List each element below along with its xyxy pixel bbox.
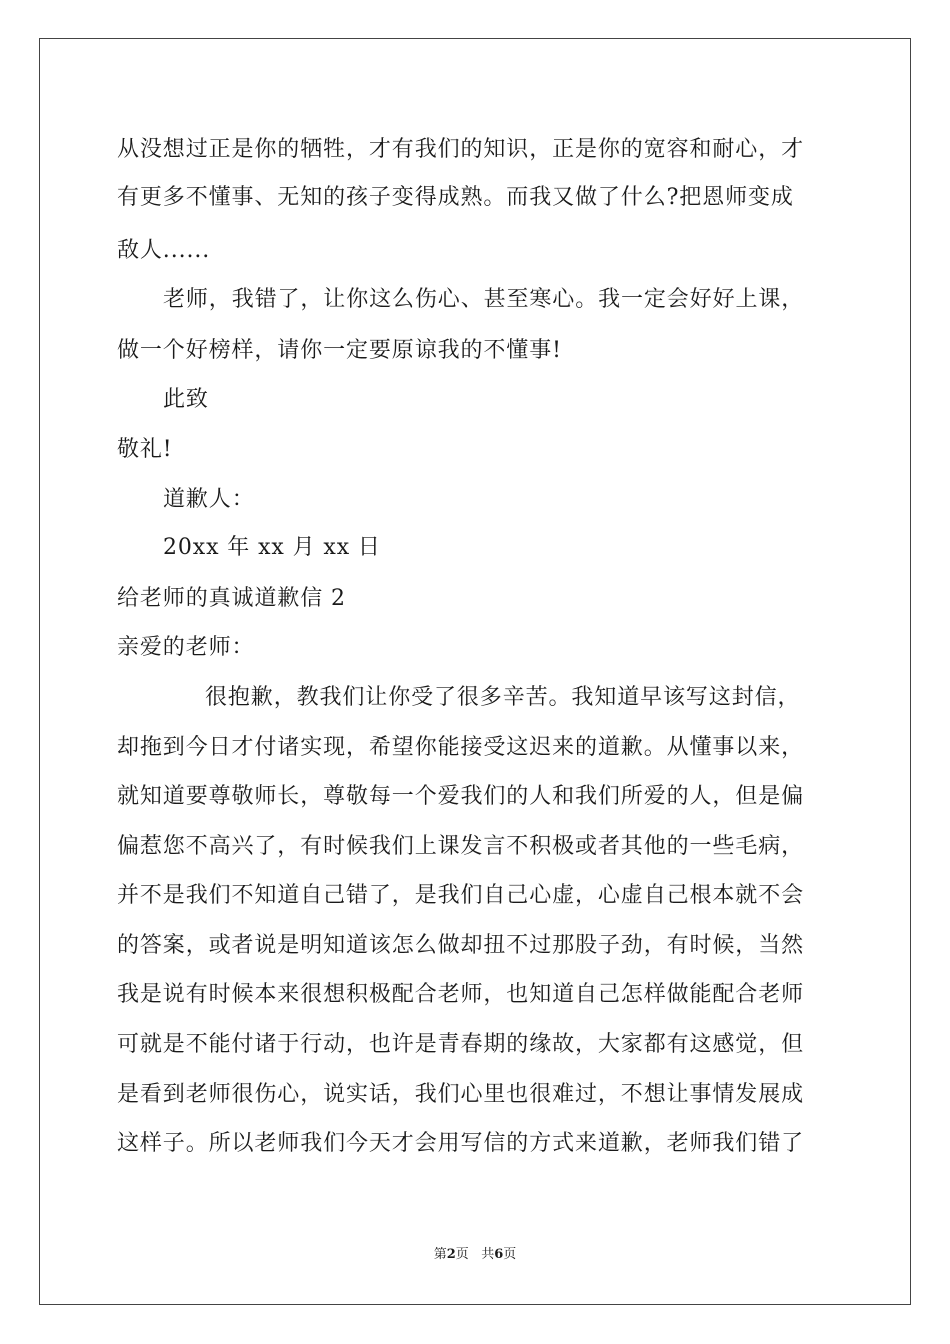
body-line: 很抱歉，教我们让你受了很多辛苦。我知道早该写这封信，: [205, 685, 801, 710]
page-border: [39, 38, 911, 1305]
greeting: 亲爱的老师：: [117, 635, 255, 660]
closing-regards: 敬礼!: [117, 437, 173, 462]
body-line: 这样子。所以老师我们今天才会用写信的方式来道歉，老师我们错了: [117, 1131, 805, 1156]
body-line: 敌人......: [117, 238, 211, 263]
footer-total-suffix: 页: [503, 1247, 517, 1262]
page-footer: [0, 1246, 950, 1264]
section-title: 给老师的真诚道歉信 2: [117, 586, 346, 611]
body-line: 做一个好榜样，请你一定要原谅我的不懂事!: [117, 338, 562, 363]
body-line: 偏惹您不高兴了，有时候我们上课发言不积极或者其他的一些毛病，: [117, 834, 805, 859]
closing-salutation: 此致: [163, 387, 209, 412]
body-line: 并不是我们不知道自己错了，是我们自己心虚，心虚自己根本就不会: [117, 883, 805, 908]
footer-page-suffix: 页: [455, 1247, 469, 1262]
footer-page-number: 2: [446, 1247, 456, 1262]
body-line: 从没想过正是你的牺牲，才有我们的知识，正是你的宽容和耐心，才: [117, 137, 805, 162]
body-line: 我是说有时候本来很想积极配合老师，也知道自己怎样做能配合老师: [117, 982, 805, 1007]
body-line: 就知道要尊敬师长，尊敬每一个爱我们的人和我们所爱的人，但是偏: [117, 784, 805, 809]
body-line: 的答案，或者说是明知道该怎么做却扭不过那股子劲，有时候，当然: [117, 933, 805, 958]
body-line: 有更多不懂事、无知的孩子变得成熟。而我又做了什么?把恩师变成: [117, 185, 794, 210]
footer-total-number: 6: [494, 1247, 504, 1262]
body-line: 是看到老师很伤心，说实话，我们心里也很难过，不想让事情发展成: [117, 1082, 805, 1107]
letter-date: 20xx 年 xx 月 xx 日: [163, 535, 381, 560]
body-line: 老师，我错了，让你这么伤心、甚至寒心。我一定会好好上课，: [163, 287, 805, 312]
footer-total-prefix: 共: [481, 1247, 495, 1262]
signature-label: 道歉人：: [163, 487, 255, 512]
footer-page-prefix: 第: [433, 1247, 447, 1262]
body-line: 可就是不能付诸于行动，也许是青春期的缘故，大家都有这感觉，但: [117, 1032, 805, 1057]
body-line: 却拖到今日才付诸实现，希望你能接受这迟来的道歉。从懂事以来，: [117, 735, 805, 760]
